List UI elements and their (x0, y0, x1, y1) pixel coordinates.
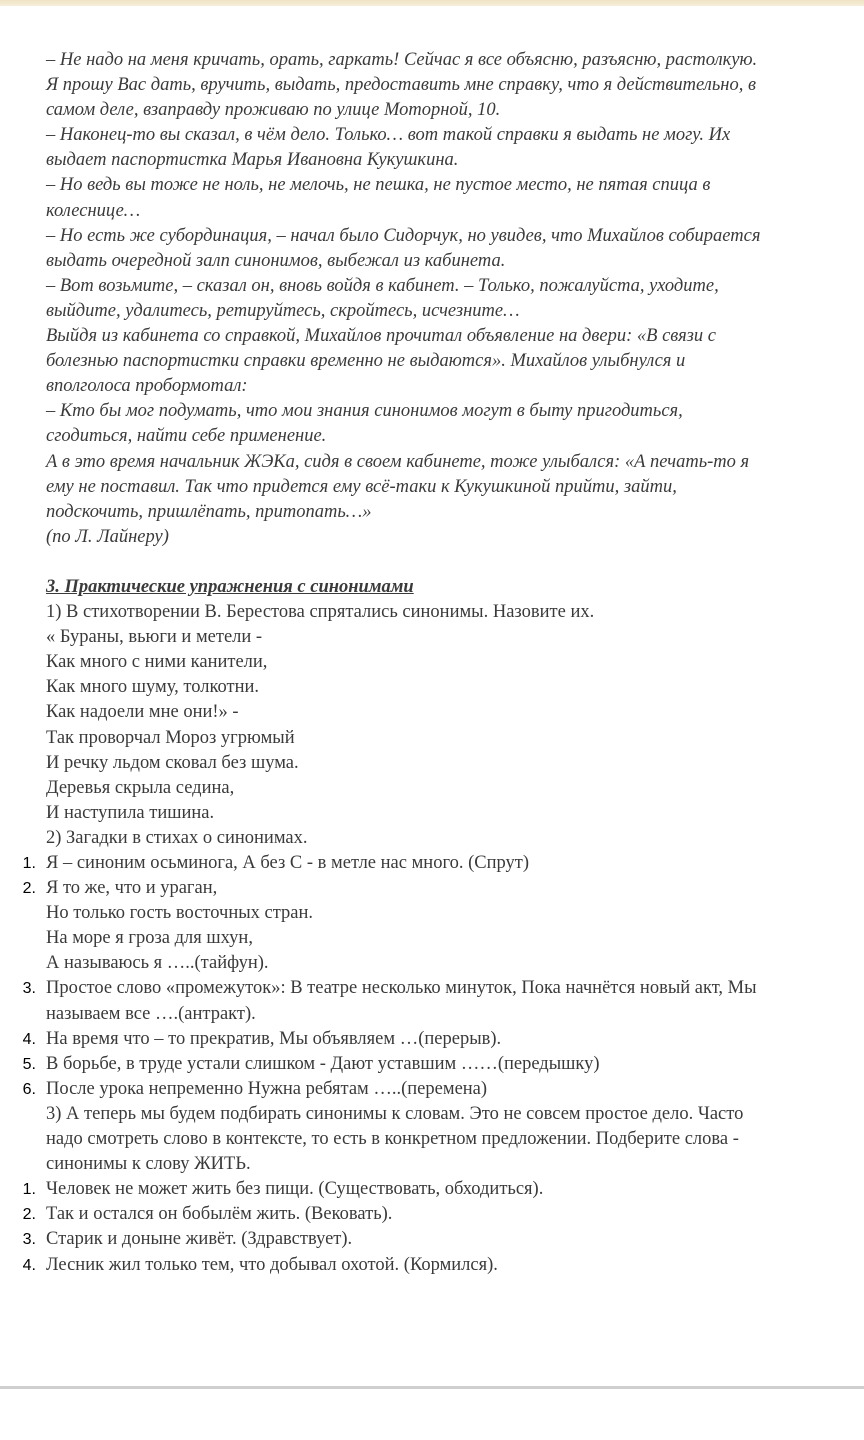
story-text (46, 48, 846, 550)
story-line: самом деле, взаправду проживаю по улице Моторной, 10. (46, 100, 501, 121)
poem-line: « Бураны, вьюги и метели - (46, 627, 263, 648)
story-line: – Но ведь вы тоже не ноль, не мелочь, не пешка, не пустое место, не пятая спица в (46, 175, 711, 196)
riddle-text: Простое слово «промежуток»: В театре несколько минуток, Пока начнётся новый акт, Мы (46, 978, 757, 999)
poem-line: Как много шуму, толкотни. (46, 677, 260, 698)
task-2-intro: 2) Загадки в стихах о синонимах. (46, 827, 308, 848)
list-number: 4. (22, 1030, 36, 1048)
task-3-intro: синонимы к слову ЖИТЬ. (46, 1154, 251, 1175)
story-source: (по Л. Лайнеру) (46, 526, 169, 547)
poem-line: И наступила тишина. (46, 802, 215, 823)
story-line: болезнью паспортистки справки временно не выдаются». Михайлов улыбнулся и (46, 351, 686, 372)
riddle-item (22, 976, 846, 1001)
story-line: – Наконец-то вы сказал, в чём дело. Только… вот такой справки я выдать не могу. Их (46, 125, 731, 146)
story-line: выдать очередной залп синонимов, выбежал из кабинета. (46, 250, 506, 271)
story-line: выдает паспортистка Марья Ивановна Кукушкина. (46, 150, 459, 171)
blank-line (46, 550, 846, 575)
task-1 (46, 600, 846, 826)
list-number: 5. (22, 1055, 36, 1073)
poem-line: Как много с ними канители, (46, 652, 268, 673)
story-line: подскочить, пришлёпать, притопать…» (46, 501, 372, 522)
riddle-text: На море я гроза для шхун, (46, 928, 253, 949)
riddle-item (22, 851, 846, 876)
story-line: А в это время начальник ЖЭКа, сидя в своем кабинете, тоже улыбался: «А печать-то я (46, 451, 750, 472)
story-line: выйдите, удалитесь, ретируйтесь, скройтесь, исчезните… (46, 300, 520, 321)
riddle-text: Но только гость восточных стран. (46, 903, 314, 924)
riddle-item (22, 1027, 846, 1052)
story-line: сгодиться, найти себе применение. (46, 426, 327, 447)
task-3-intro: 3) А теперь мы будем подбирать синонимы к словам. Это не совсем простое дело. Часто (46, 1103, 744, 1124)
poem-line: Так проворчал Мороз угрюмый (46, 727, 295, 748)
riddle-text: После урока непременно Нужна ребятам …..(перемена) (46, 1078, 488, 1099)
synonym-text: Старик и доныне живёт. (Здравствует). (46, 1229, 353, 1250)
list-number: 1. (22, 855, 36, 872)
story-line: вполголоса пробормотал: (46, 376, 248, 397)
riddle-text: Я то же, что и ураган, (46, 878, 218, 899)
riddle-item (22, 1077, 846, 1102)
riddle-text: А называюсь я …..(тайфун). (46, 953, 269, 974)
task-2 (22, 826, 846, 1102)
list-number: 3. (22, 1231, 36, 1249)
riddle-text: В борьбе, в труде устали слишком - Дают уставшим ……(передышку) (46, 1053, 600, 1074)
riddle-item (22, 876, 846, 901)
section-heading: 3. Практические упражнения с синонимами (46, 576, 414, 597)
story-line: Выйдя из кабинета со справкой, Михайлов прочитал объявление на двери: «В связи с (46, 326, 716, 347)
story-line: – Не надо на меня кричать, орать, гаркать! Сейчас я все объясню, разъясню, растолкую. (46, 50, 758, 70)
poem-line: Как надоели мне они!» - (46, 702, 239, 723)
synonym-text: Лесник жил только тем, что добывал охотой. (Кормился). (46, 1254, 498, 1275)
story-line: – Кто бы мог подумать, что мои знания синонимов могут в быту пригодиться, (46, 401, 683, 422)
synonym-item (22, 1227, 846, 1252)
task-3-intro: надо смотреть слово в контексте, то есть в конкретном предложении. Подберите слова - (46, 1129, 739, 1150)
poem-line: И речку льдом сковал без шума. (46, 752, 299, 773)
story-line: – Но есть же субординация, – начал было Сидорчук, но увидев, что Михайлов собирается (46, 225, 761, 246)
riddle-text: На время что – то прекратив, Мы объявляем …(перерыв). (46, 1028, 502, 1049)
riddle-item (22, 1052, 846, 1077)
list-number: 6. (22, 1080, 36, 1098)
list-number: 2. (22, 1206, 36, 1224)
riddle-text: Я – синоним осьминога, А без С - в метле нас много. (Спрут) (46, 853, 529, 873)
task-3 (22, 1102, 846, 1278)
bottom-divider (0, 1386, 864, 1389)
story-line: Я прошу Вас дать, вручить, выдать, предоставить мне справку, что я действительно, в (46, 75, 756, 96)
synonym-item (22, 1177, 846, 1202)
story-line: – Вот возьмите, – сказал он, вновь войдя в кабинет. – Только, пожалуйста, уходите, (46, 275, 719, 296)
list-number: 4. (22, 1256, 36, 1274)
synonym-item (22, 1202, 846, 1227)
story-line: колеснице… (46, 200, 141, 221)
synonym-text: Человек не может жить без пищи. (Существовать, обходиться). (46, 1179, 544, 1200)
synonym-text: Так и остался он бобылём жить. (Вековать). (46, 1204, 393, 1225)
list-number: 2. (22, 880, 36, 898)
document-page (22, 48, 846, 1278)
list-number: 3. (22, 980, 36, 998)
riddle-text: называем все ….(антракт). (46, 1003, 256, 1024)
top-border (0, 0, 864, 6)
synonym-item (22, 1253, 846, 1278)
task-1-intro: 1) В стихотворении В. Берестова спрятались синонимы. Назовите их. (46, 602, 595, 623)
story-line: ему не поставил. Так что придется ему всё-таки к Кукушкиной прийти, зайти, (46, 476, 677, 497)
poem-line: Деревья скрыла седина, (46, 777, 235, 798)
list-number: 1. (22, 1181, 36, 1199)
